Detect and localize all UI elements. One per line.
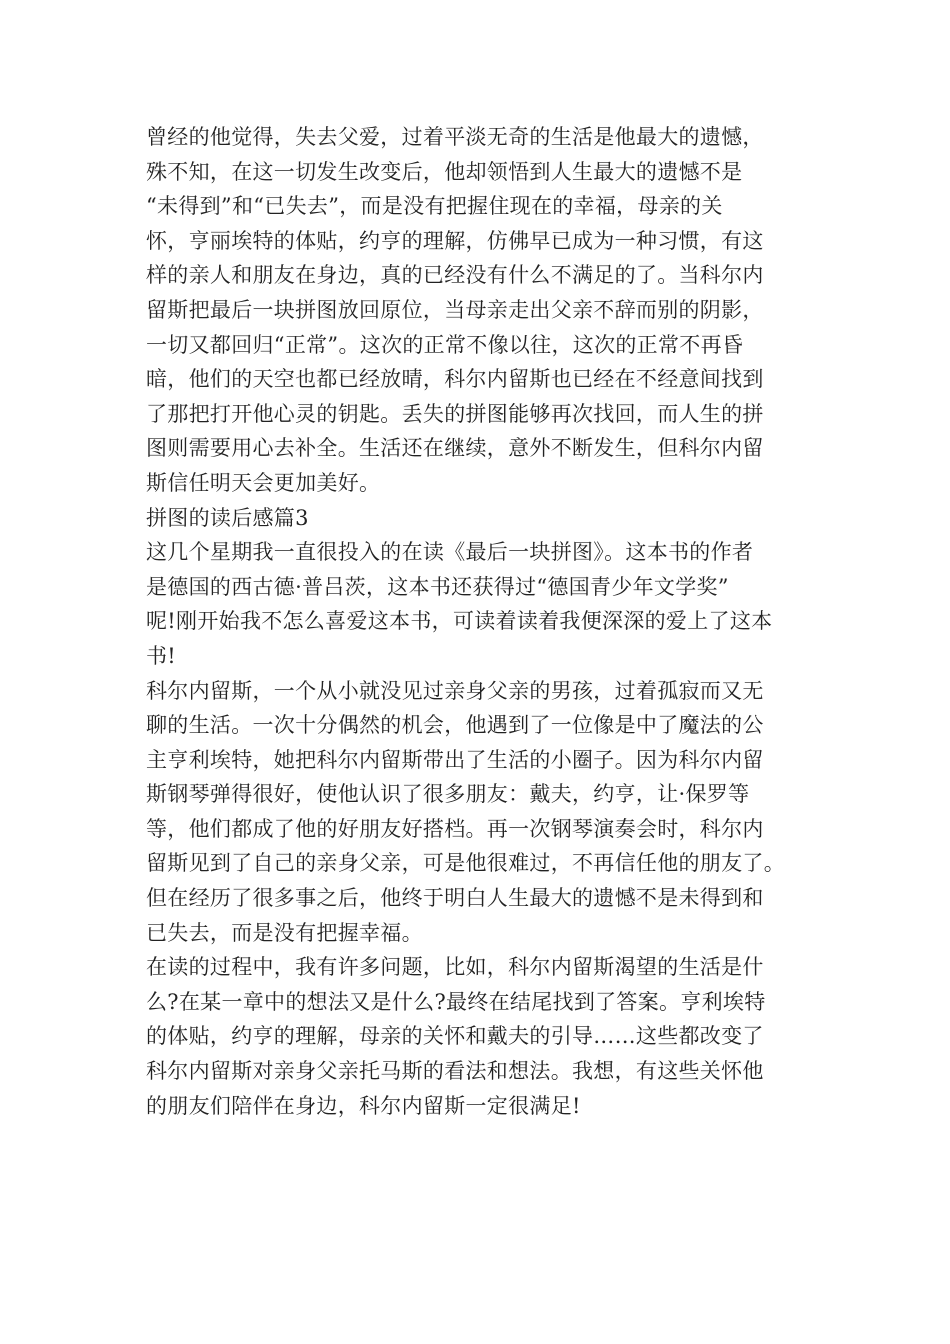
text-line: 的体贴，约亨的理解，母亲的关怀和戴夫的引导……这些都改变了 <box>146 1024 764 1049</box>
text-line: 么?在某一章中的想法又是什么?最终在结尾找到了答案。亨利埃特 <box>146 989 766 1014</box>
text-line: 已失去，而是没有把握幸福。 <box>146 920 423 945</box>
text-line: 是德国的西古德·普吕茨，这本书还获得过“德国青少年文学奖” <box>146 574 729 599</box>
text-line: 殊不知，在这一切发生改变后，他却领悟到人生最大的遗憾不是 <box>146 159 743 184</box>
text-line: 科尔内留斯，一个从小就没见过亲身父亲的男孩，过着孤寂而又无 <box>146 678 764 703</box>
text-line: 书! <box>146 643 177 668</box>
text-line: 一切又都回归“正常”。这次的正常不像以往，这次的正常不再昏 <box>146 332 744 357</box>
text-line: 呢!刚开始我不怎么喜爱这本书，可读着读着我便深深的爱上了这本 <box>146 609 773 634</box>
body-text <box>146 120 846 1123</box>
text-line: 留斯见到了自己的亲身父亲，可是他很难过，不再信任他的朋友了。 <box>146 851 785 876</box>
text-line: 主亨利埃特，她把科尔内留斯带出了生活的小圈子。因为科尔内留 <box>146 747 764 772</box>
text-line: 这几个星期我一直很投入的在读《最后一块拼图》。这本书的作者 <box>146 540 754 565</box>
text-line: 的朋友们陪伴在身边，科尔内留斯一定很满足! <box>146 1093 581 1118</box>
text-line: 曾经的他觉得，失去父爱，过着平淡无奇的生活是他最大的遗憾， <box>146 125 764 149</box>
text-line: “未得到”和“已失去”，而是没有把握住现在的幸福，母亲的关 <box>146 194 723 219</box>
text-line: 但在经历了很多事之后，他终于明白人生最大的遗憾不是未得到和 <box>146 886 764 911</box>
text-line: 斯信任明天会更加美好。 <box>146 470 381 495</box>
text-line: 在读的过程中，我有许多问题，比如，科尔内留斯渴望的生活是什 <box>146 955 764 980</box>
text-line: 了那把打开他心灵的钥匙。丢失的拼图能够再次找回，而人生的拼 <box>146 401 764 426</box>
text-line: 等，他们都成了他的好朋友好搭档。再一次钢琴演奏会时，科尔内 <box>146 816 764 841</box>
section-heading: 拼图的读后感篇3 <box>146 505 309 530</box>
text-line: 科尔内留斯对亲身父亲托马斯的看法和想法。我想，有这些关怀他 <box>146 1059 764 1084</box>
text-line: 留斯把最后一块拼图放回原位，当母亲走出父亲不辞而别的阴影， <box>146 297 764 322</box>
text-line: 怀，亨丽埃特的体贴，约亨的理解，仿佛早已成为一种习惯，有这 <box>146 228 764 253</box>
text-line: 暗，他们的天空也都已经放晴，科尔内留斯也已经在不经意间找到 <box>146 367 764 392</box>
text-line: 斯钢琴弹得很好，使他认识了很多朋友：戴夫，约亨，让·保罗等 <box>146 782 750 807</box>
text-line: 聊的生活。一次十分偶然的机会，他遇到了一位像是中了魔法的公 <box>146 713 764 738</box>
text-line: 样的亲人和朋友在身边，真的已经没有什么不满足的了。当科尔内 <box>146 263 764 288</box>
text-line: 图则需要用心去补全。生活还在继续，意外不断发生，但科尔内留 <box>146 436 764 461</box>
